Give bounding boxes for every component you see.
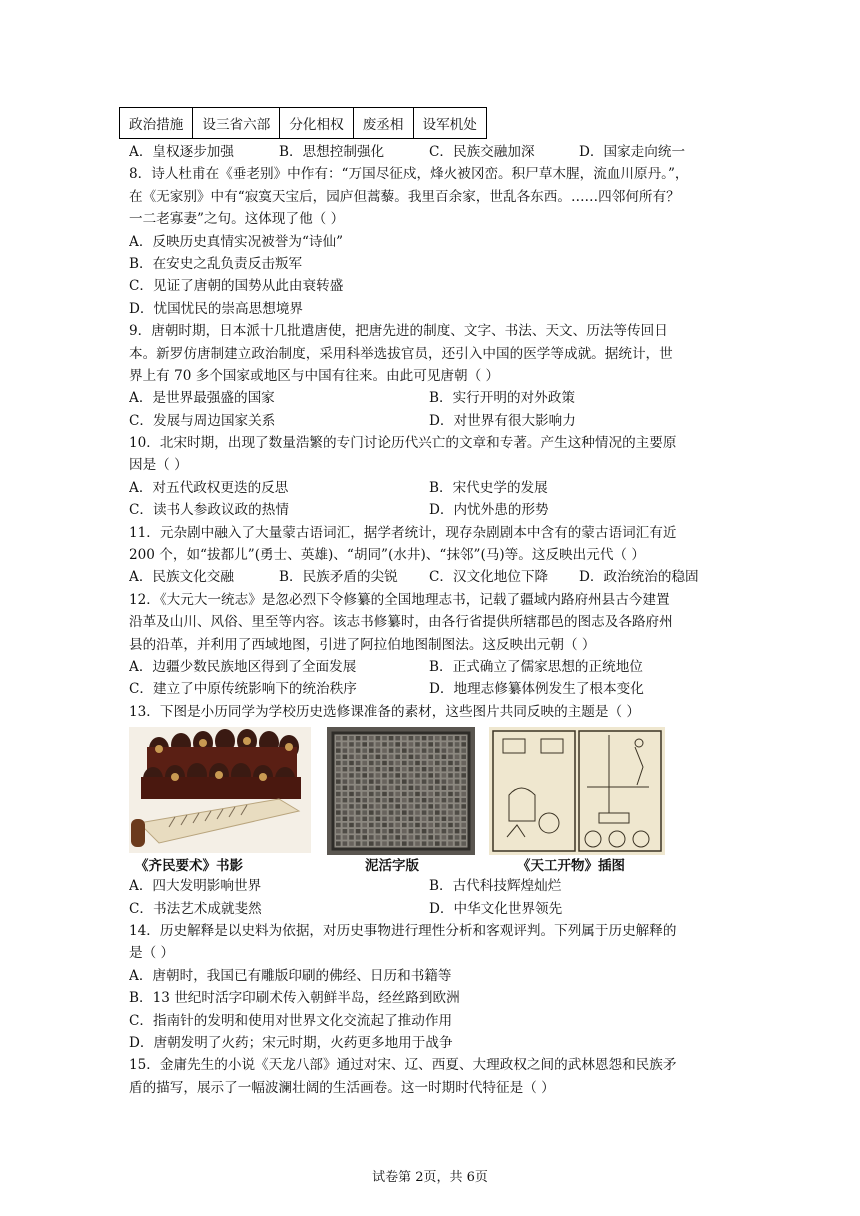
option: A．四大发明影响世界 [129, 878, 262, 895]
option: A．边疆少数民族地区得到了全面发展 [129, 658, 357, 675]
option: D．对世界有很大影响力 [429, 412, 576, 429]
policy-cell: 设三省六部 [193, 108, 280, 139]
option: B．民族矛盾的尖锐 [279, 569, 398, 586]
option: C．汉文化地位下降 [429, 569, 549, 586]
question-10 [129, 432, 729, 522]
question-13 [129, 701, 729, 920]
option: C．读书人参政议政的热情 [129, 502, 289, 519]
question-stem: 因是（ ） [129, 457, 188, 474]
question-stem: 11．元杂剧中融入了大量蒙古语词汇，据学者统计，现存杂剧剧本中含有的蒙古语词汇有近 [129, 524, 677, 541]
question-15 [129, 1054, 729, 1099]
policy-cell: 政治措施 [120, 108, 193, 139]
option-row [129, 499, 729, 521]
option-row [129, 898, 729, 920]
option: D．国家走向统一 [579, 144, 686, 160]
option: C．指南针的发明和使用对世界文化交流起了推动作用 [129, 1012, 453, 1029]
question-stem: 本。新罗仿唐制建立政治制度，采用科举选拔官员，还引入中国的医学等成就。据统计，世 [129, 345, 673, 362]
option-row [129, 678, 729, 700]
question-stem: 在《无家别》中有“寂寞天宝后，园庐但蒿藜。我里百余家，世乱各东西。……四邻何所有？ [129, 188, 680, 205]
question-stem: 14．历史解释是以史料为依据，对历史事物进行理性分析和客观评判。下列属于历史解释的 [129, 922, 677, 939]
question-14 [129, 920, 729, 1054]
option-row [129, 477, 729, 499]
figure-caption: 泥活字版 [365, 858, 419, 875]
question-9 [129, 320, 729, 432]
option: B．思想控制强化 [279, 144, 385, 160]
option: A．皇权逐步加强 [129, 144, 234, 160]
option: D．唐朝发明了火药；宋元时期，火药更多地用于战争 [129, 1034, 453, 1051]
option: D．政治统治的稳固 [579, 569, 699, 586]
option: C．建立了中原传统影响下的统治秩序 [129, 681, 357, 698]
question-12 [129, 589, 729, 701]
question-stem: 13．下图是小历同学为学校历史选修课准备的素材，这些图片共同反映的主题是（ ） [129, 703, 640, 720]
question-stem: 县的沿革，并利用了西域地图，引进了阿拉伯地图制图法。这反映出元朝（ ） [129, 636, 596, 653]
option: C．民族交融加深 [429, 144, 535, 160]
option-row [129, 387, 729, 409]
question-stem: 200 个，如“拔都儿”(勇士、英雄)、“胡同”(水井)、“抹邻”(马)等。这反映出元代（ ） [129, 547, 645, 564]
clay-type-image [327, 727, 475, 855]
option: D．忧国忧民的崇高思想境界 [129, 300, 304, 317]
option: B．正式确立了儒家思想的正统地位 [429, 658, 643, 675]
option: C．发展与周边国家关系 [129, 412, 276, 429]
policy-cell: 分化相权 [280, 108, 353, 139]
option: B．宋代史学的发展 [429, 479, 548, 496]
figure-caption: 《齐民要术》书影 [135, 858, 243, 875]
exam-content [129, 107, 729, 1099]
option: D．中华文化世界领先 [429, 900, 563, 917]
policy-table [119, 107, 487, 139]
question-stem: 10．北宋时期，出现了数量浩繁的专门讨论历代兴亡的文章和专著。产生这种情况的主要原 [129, 435, 677, 452]
question-stem: 一二老寡妻”之句。这体现了他（ ） [129, 211, 345, 228]
question-stem: 15．金庸先生的小说《天龙八部》通过对宋、辽、西夏、大理政权之间的武林恩怨和民族矛 [129, 1057, 677, 1074]
option: A．民族文化交融 [129, 569, 234, 586]
figure-caption: 《天工开物》插图 [517, 858, 625, 875]
option: A．是世界最强盛的国家 [129, 390, 275, 407]
question-stem: 8．诗人杜甫在《垂老别》中作有：“万国尽征戍，烽火被冈峦。积尸草木腥，流血川原丹。”， [129, 166, 689, 183]
tiangong-kaiwu-illustration [489, 727, 665, 855]
option: A．对五代政权更迭的反思 [129, 479, 289, 496]
figure-row [129, 727, 729, 875]
option: B．在安史之乱负责反击叛军 [129, 255, 303, 272]
option: A．唐朝时，我国已有雕版印刷的佛经、日历和书籍等 [129, 967, 452, 984]
policy-cell: 设军机处 [413, 108, 486, 139]
option-row [129, 875, 729, 897]
option: B．古代科技辉煌灿烂 [429, 878, 562, 895]
option-row [129, 566, 729, 588]
option: A．反映历史真情实况被誉为“诗仙” [129, 233, 344, 250]
page-footer: 试卷第 2页，共 6页 [372, 1170, 488, 1185]
question-stem: 沿革及山川、风俗、里至等内容。该志书修纂时，由各行省提供所辖郡邑的图志及各路府州 [129, 614, 673, 631]
question-stem: 界上有 70 多个国家或地区与中国有往来。由此可见唐朝（ ） [129, 367, 500, 384]
policy-cell: 废丞相 [353, 108, 413, 139]
option: B．实行开明的对外政策 [429, 390, 575, 407]
question-stem: 9．唐朝时期，日本派十几批遣唐使，把唐先进的制度、文字、书法、天文、历法等传回日 [129, 323, 668, 340]
option: D．内忧外患的形势 [429, 502, 549, 519]
q7-options [129, 141, 729, 163]
scroll-book-image [129, 727, 311, 853]
option: C．书法艺术成就斐然 [129, 900, 262, 917]
question-stem: 是（ ） [129, 945, 175, 962]
option: D．地理志修纂体例发生了根本变化 [429, 681, 644, 698]
question-stem: 12．《大元大一统志》是忽必烈下令修纂的全国地理志书，记载了疆域内路府州县古今建置 [129, 591, 670, 608]
option-row [129, 656, 729, 678]
option-row [129, 410, 729, 432]
question-stem: 盾的描写，展示了一幅波澜壮阔的生活画卷。这一时期时代特征是（ ） [129, 1079, 555, 1096]
question-11 [129, 522, 729, 589]
option: C．见证了唐朝的国势从此由衰转盛 [129, 278, 344, 295]
question-8 [129, 163, 729, 320]
option: B．13 世纪时活字印刷术传入朝鲜半岛，经丝路到欧洲 [129, 990, 460, 1007]
